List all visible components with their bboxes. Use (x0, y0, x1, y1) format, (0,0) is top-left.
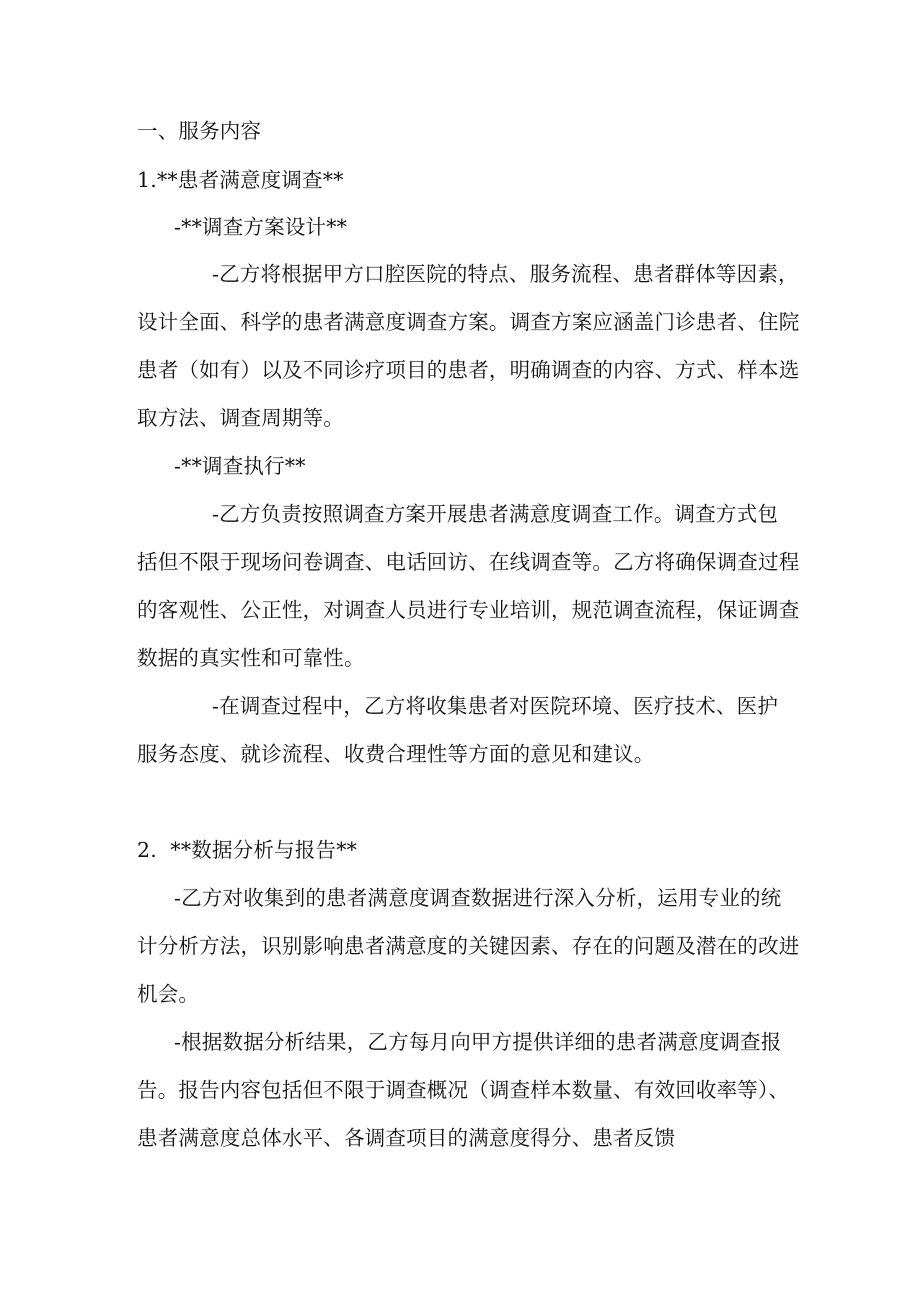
paragraph-line: -乙方将根据甲方口腔医院的特点、服务流程、患者群体等因素， (212, 262, 799, 286)
item-1b-title: -**调查执行** (174, 454, 306, 478)
paragraph-line: 服务态度、就诊流程、收费合理性等方面的意见和建议。 (137, 742, 655, 766)
item-1-title: 1.**患者满意度调查** (137, 168, 344, 192)
paragraph-line: -乙方负责按照调查方案开展患者满意度调查工作。调查方式包 (212, 502, 779, 526)
paragraph-line: -在调查过程中，乙方将收集患者对医院环境、医疗技术、医护 (212, 694, 779, 718)
item-1a-title: -**调查方案设计** (174, 215, 348, 239)
paragraph-line: 括但不限于现场问卷调查、电话回访、在线调查等。乙方将确保调查过程 (137, 550, 800, 574)
paragraph-line: 机会。 (137, 982, 200, 1006)
paragraph-line: 患者（如有）以及不同诊疗项目的患者，明确调查的内容、方式、样本选 (137, 358, 800, 382)
paragraph-line: 患者满意度总体水平、各调查项目的满意度得分、患者反馈 (137, 1126, 676, 1150)
paragraph-line: 取方法、调查周期等。 (137, 406, 344, 430)
paragraph-line: 计分析方法，识别影响患者满意度的关键因素、存在的问题及潜在的改进 (137, 934, 800, 958)
paragraph-line: 告。报告内容包括但不限于调查概况（调查样本数量、有效回收率等）、 (137, 1078, 790, 1102)
paragraph-line: -根据数据分析结果，乙方每月向甲方提供详细的患者满意度调查报 (174, 1030, 782, 1054)
paragraph-line: -乙方对收集到的患者满意度调查数据进行深入分析，运用专业的统 (174, 886, 782, 910)
paragraph-line: 数据的真实性和可靠性。 (137, 646, 365, 670)
section-heading: 一、服务内容 (137, 119, 262, 143)
item-2-title: 2. **数据分析与报告** (137, 838, 358, 862)
paragraph-line: 的客观性、公正性，对调查人员进行专业培训，规范调查流程，保证调查 (137, 598, 800, 622)
paragraph-line: 设计全面、科学的患者满意度调查方案。调查方案应涵盖门诊患者、住院 (137, 310, 800, 334)
